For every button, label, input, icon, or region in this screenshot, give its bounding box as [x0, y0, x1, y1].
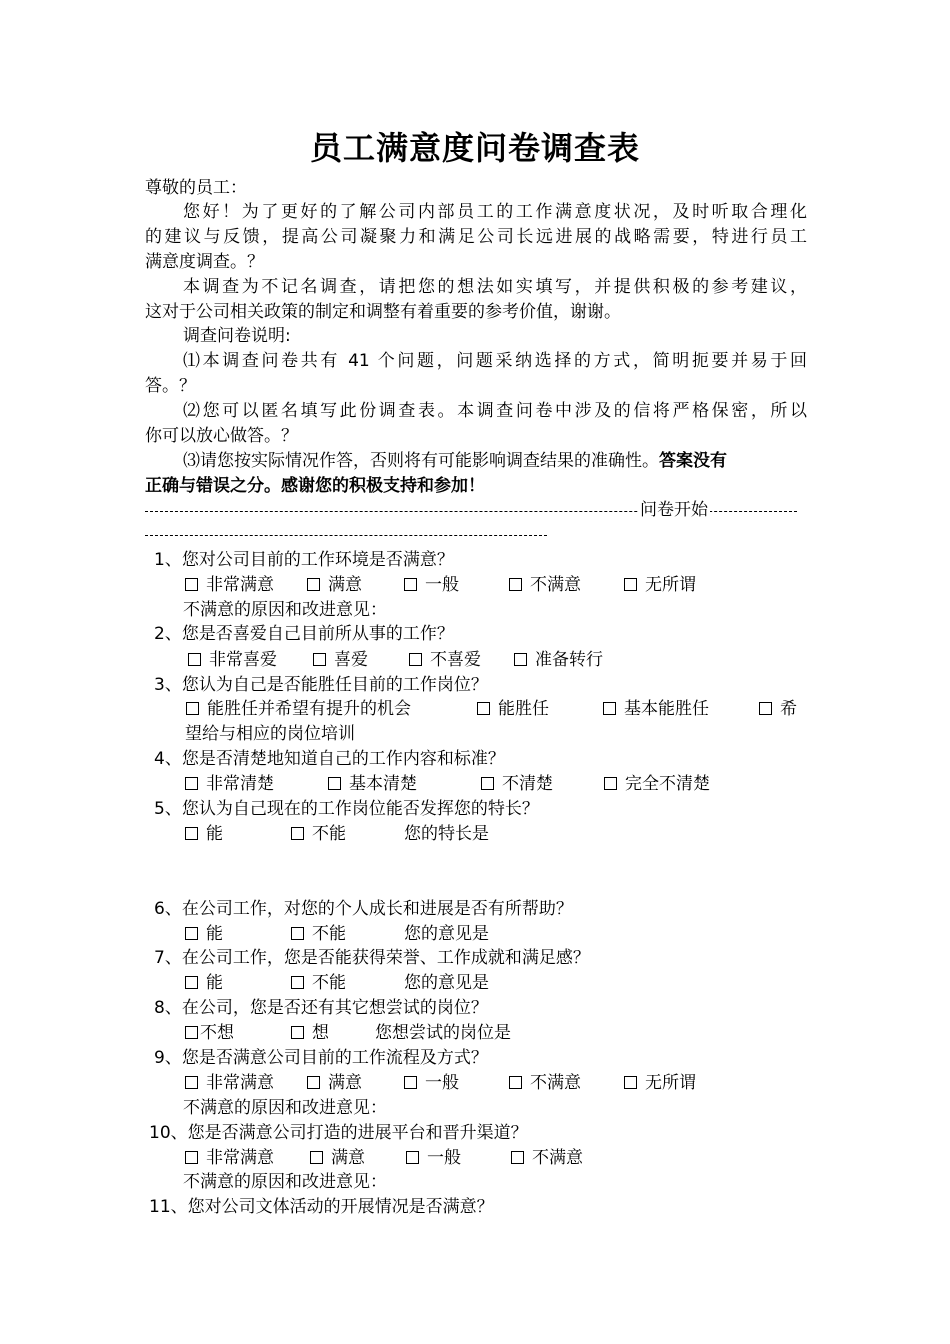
- intro-p2-line1: 本调查为不记名调查，请把您的想法如实填写，并提供积极的参考建议，: [183, 277, 807, 297]
- checkbox-icon[interactable]: [307, 578, 320, 591]
- checkbox-icon[interactable]: [759, 702, 772, 715]
- q9-followup: 不满意的原因和改进意见：: [183, 1098, 387, 1118]
- option-q3-3[interactable]: 基本能胜任: [603, 697, 709, 721]
- option-q3-1[interactable]: 能胜任并希望有提升的机会: [186, 697, 411, 721]
- question-5: 5、您认为自己现在的工作岗位能否发挥您的特长？: [154, 799, 539, 819]
- option-q5-2[interactable]: 不能: [291, 822, 346, 846]
- checkbox-icon[interactable]: [291, 927, 304, 940]
- note2-line1: ⑵您可以匿名填写此份调查表。本调查问卷中涉及的信将严格保密，所以: [183, 401, 807, 421]
- checkbox-icon[interactable]: [404, 578, 417, 591]
- checkbox-icon[interactable]: [328, 777, 341, 790]
- checkbox-icon[interactable]: [310, 1151, 323, 1164]
- option-q10-2[interactable]: 满意: [310, 1146, 365, 1170]
- checkbox-icon[interactable]: [481, 777, 494, 790]
- q1-followup: 不满意的原因和改进意见：: [183, 600, 387, 620]
- page-title: 员工满意度问卷调查表: [309, 129, 640, 167]
- question-7: 7、在公司工作，您是否能获得荣誉、工作成就和满足感？: [154, 948, 590, 968]
- checkbox-icon[interactable]: [477, 702, 490, 715]
- checkbox-icon[interactable]: [313, 653, 326, 666]
- option-q3-2[interactable]: 能胜任: [477, 697, 549, 721]
- intro-p1-line1: 您好！为了更好的了解公司内部员工的工作满意度状况，及时听取合理化: [183, 202, 807, 222]
- checkbox-icon[interactable]: [624, 1076, 637, 1089]
- option-q1-3[interactable]: 一般: [404, 573, 459, 597]
- question-8: 8、在公司，您是否还有其它想尝试的岗位？: [154, 998, 488, 1018]
- question-11: 11、您对公司文体活动的开展情况是否满意？: [149, 1197, 494, 1217]
- question-1: 1、您对公司目前的工作环境是否满意？: [154, 550, 454, 570]
- checkbox-icon[interactable]: [307, 1076, 320, 1089]
- checkbox-icon[interactable]: [185, 1151, 198, 1164]
- option-q7-1[interactable]: 能: [185, 971, 223, 995]
- option-q6-2[interactable]: 不能: [291, 922, 346, 946]
- checkbox-icon[interactable]: [511, 1151, 524, 1164]
- option-q4-4[interactable]: 完全不清楚: [604, 772, 710, 796]
- option-q2-1[interactable]: 非常喜爱: [188, 648, 277, 672]
- question-4: 4、您是否清楚地知道自己的工作内容和标准？: [154, 749, 505, 769]
- option-q2-2[interactable]: 喜爱: [313, 648, 368, 672]
- option-q8-2[interactable]: 想: [291, 1021, 329, 1045]
- option-q2-4[interactable]: 准备转行: [514, 648, 603, 672]
- option-q6-1[interactable]: 能: [185, 922, 223, 946]
- note3-line2: 正确与错误之分。感谢您的积极支持和参加！: [145, 476, 485, 496]
- checkbox-icon[interactable]: [291, 976, 304, 989]
- checkbox-icon[interactable]: [406, 1151, 419, 1164]
- note1-line1: ⑴本调查问卷共有 41 个问题，问题采纳选择的方式，简明扼要并易于回: [183, 351, 807, 371]
- option-q4-2[interactable]: 基本清楚: [328, 772, 417, 796]
- checkbox-icon[interactable]: [404, 1076, 417, 1089]
- option-q7-2[interactable]: 不能: [291, 971, 346, 995]
- question-2: 2、您是否喜爱自己目前所从事的工作？: [154, 624, 454, 644]
- checkbox-icon[interactable]: [604, 777, 617, 790]
- notes-heading: 调查问卷说明:: [183, 326, 291, 346]
- checkbox-icon[interactable]: [291, 827, 304, 840]
- note2-line2: 你可以放心做答。？: [145, 426, 298, 446]
- option-q3-4[interactable]: 希: [759, 697, 797, 721]
- option-q5-1[interactable]: 能: [185, 822, 223, 846]
- option-q9-3[interactable]: 一般: [404, 1071, 459, 1095]
- question-6: 6、在公司工作，对您的个人成长和进展是否有所帮助？: [154, 899, 573, 919]
- question-3: 3、您认为自己是否能胜任目前的工作岗位？: [154, 675, 488, 695]
- checkbox-icon[interactable]: [624, 578, 637, 591]
- option-q1-4[interactable]: 不满意: [509, 573, 581, 597]
- checkbox-icon[interactable]: [409, 653, 422, 666]
- option-q9-4[interactable]: 不满意: [509, 1071, 581, 1095]
- checkbox-icon[interactable]: [509, 1076, 522, 1089]
- checkbox-icon[interactable]: [185, 927, 198, 940]
- intro-p1-line2: 的建议与反馈，提高公司凝聚力和满足公司长远进展的战略需要，特进行员工: [145, 227, 807, 247]
- option-q10-3[interactable]: 一般: [406, 1146, 461, 1170]
- checkbox-icon[interactable]: [291, 1026, 304, 1039]
- checkbox-icon[interactable]: [188, 653, 201, 666]
- option-q2-3[interactable]: 不喜爱: [409, 648, 481, 672]
- checkbox-icon[interactable]: [185, 777, 198, 790]
- option-q1-1[interactable]: 非常满意: [185, 573, 274, 597]
- option-q9-5[interactable]: 无所谓: [624, 1071, 696, 1095]
- option-q9-1[interactable]: 非常满意: [185, 1071, 274, 1095]
- checkbox-icon[interactable]: [185, 578, 198, 591]
- note1-line2: 答。？: [145, 376, 196, 396]
- checkbox-icon[interactable]: [509, 578, 522, 591]
- checkbox-icon[interactable]: [185, 1026, 198, 1039]
- q6-extra: 您的意见是: [404, 924, 489, 944]
- intro-p2-line2: 这对于公司相关政策的制定和调整有着重要的参考价值，谢谢。: [145, 302, 621, 322]
- checkbox-icon[interactable]: [185, 1076, 198, 1089]
- checkbox-icon[interactable]: [185, 976, 198, 989]
- option-q1-2[interactable]: 满意: [307, 573, 362, 597]
- option-q1-5[interactable]: 无所谓: [624, 573, 696, 597]
- divider-label: 问卷开始: [640, 500, 708, 520]
- q10-followup: 不满意的原因和改进意见：: [183, 1172, 387, 1192]
- checkbox-icon[interactable]: [185, 827, 198, 840]
- q8-extra: 您想尝试的岗位是: [375, 1023, 511, 1043]
- q3-option4-wrap: 望给与相应的岗位培训: [185, 724, 355, 744]
- note3-line1: ⑶请您按实际情况作答，否则将有可能影响调查结果的准确性。答案没有: [183, 451, 727, 471]
- question-10: 10、您是否满意公司打造的进展平台和晋升渠道？: [149, 1123, 528, 1143]
- option-q10-4[interactable]: 不满意: [511, 1146, 583, 1170]
- checkbox-icon[interactable]: [186, 702, 199, 715]
- divider-dashes-2: [145, 535, 547, 537]
- checkbox-icon[interactable]: [603, 702, 616, 715]
- q5-extra: 您的特长是: [404, 824, 489, 844]
- checkbox-icon[interactable]: [514, 653, 527, 666]
- option-q4-1[interactable]: 非常清楚: [185, 772, 274, 796]
- option-q4-3[interactable]: 不清楚: [481, 772, 553, 796]
- greeting: 尊敬的员工：: [145, 178, 247, 198]
- option-q10-1[interactable]: 非常满意: [185, 1146, 274, 1170]
- option-q8-1[interactable]: 不想: [185, 1021, 234, 1045]
- q7-extra: 您的意见是: [404, 973, 489, 993]
- question-9: 9、您是否满意公司目前的工作流程及方式？: [154, 1048, 488, 1068]
- intro-p1-line3: 满意度调查。？: [145, 252, 264, 272]
- option-q9-2[interactable]: 满意: [307, 1071, 362, 1095]
